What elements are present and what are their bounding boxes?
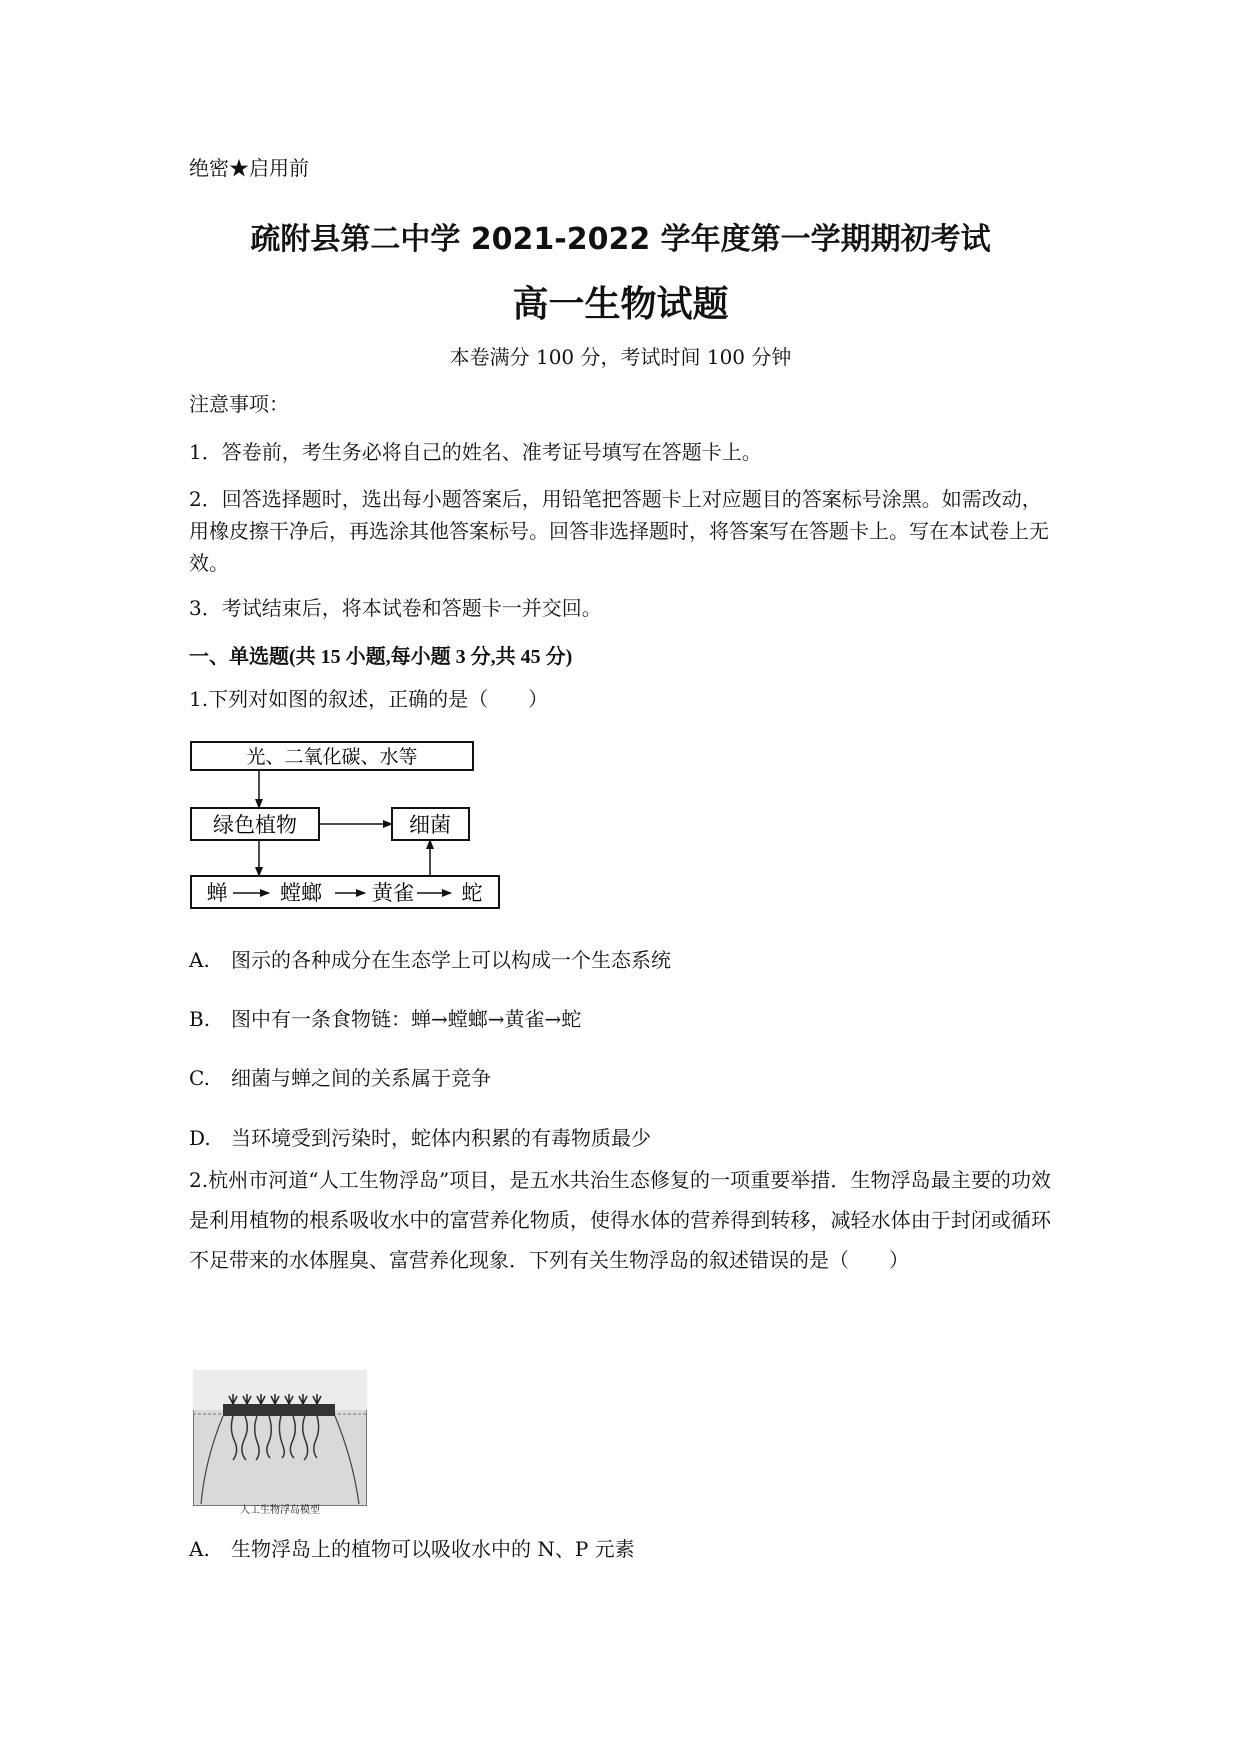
option-letter: B. [189,1007,211,1031]
env-box-label: 光、二氧化碳、水等 [246,746,418,768]
food-web-diagram [189,740,509,920]
exam-info: 本卷满分 100 分，考试时间 100 分钟 [449,345,792,369]
notice-item-2: 2．回答选择题时，选出每小题答案后，用铅笔把答题卡上对应题目的答案标号涂黑。如需改动，用橡皮擦干净后，再选涂其他答案标号。回答非选择题时，将答案写在答题卡上。写在本试卷上无效。 [189,487,1049,575]
option-text: 细菌与蝉之间的关系属于竞争 [231,1066,491,1090]
option-letter: D. [189,1126,211,1150]
bacteria-box-label: 细菌 [409,813,451,837]
notice-item-3: 3．考试结束后，将本试卷和答题卡一并交回。 [189,596,602,620]
q1-option-d [189,1122,651,1154]
option-text: 生物浮岛上的植物可以吸收水中的 N、P 元素 [231,1537,635,1561]
chain-organism-3: 黄雀 [372,881,414,905]
q1-option-a [189,944,671,976]
plant-box-label: 绿色植物 [213,813,297,837]
section-title: 一、单选题(共 15 小题,每小题 3 分,共 45 分) [189,646,573,668]
chain-organism-1: 蝉 [206,881,228,905]
food-chain-box [191,876,499,908]
secret-label: 绝密★启用前 [189,156,309,180]
floating-island-figure [193,1370,367,1506]
q1-option-c [189,1062,491,1094]
q1-stem: 1.下列对如图的叙述，正确的是（ ） [189,687,549,711]
option-text: 当环境受到污染时，蛇体内积累的有毒物质最少 [231,1126,651,1150]
exam-title: 疏附县第二中学 2021-2022 学年度第一学期期初考试 [250,222,991,257]
notice-item-1: 1．答卷前，考生务必将自己的姓名、准考证号填写在答题卡上。 [189,440,762,464]
subject-title: 高一生物试题 [512,284,729,325]
chain-organism-4: 蛇 [461,881,483,905]
notice-heading: 注意事项： [189,392,289,416]
q1-option-b [189,1003,581,1035]
figure-caption: 人工生物浮岛模型 [240,1505,320,1516]
option-letter: A. [189,1537,210,1561]
chain-organism-2: 螳螂 [280,881,322,905]
option-text: 图中有一条食物链：蝉→螳螂→黄雀→蛇 [231,1007,582,1031]
float-platform [223,1404,335,1416]
option-letter: C. [189,1066,210,1090]
option-letter: A. [189,948,210,972]
q2-option-a [189,1533,635,1565]
option-text: 图示的各种成分在生态学上可以构成一个生态系统 [231,948,671,972]
q2-stem: 2.杭州市河道“人工生物浮岛”项目，是五水共治生态修复的一项重要举措．生物浮岛最主要的功效是利用植物的根系吸收水中的富营养化物质，使得水体的营养得到转移，减轻水体由于封闭或循环不足带来的水体腥臭、富营养化现象．下列有关生物浮岛的叙述错误的是（ ） [189,1168,1051,1272]
